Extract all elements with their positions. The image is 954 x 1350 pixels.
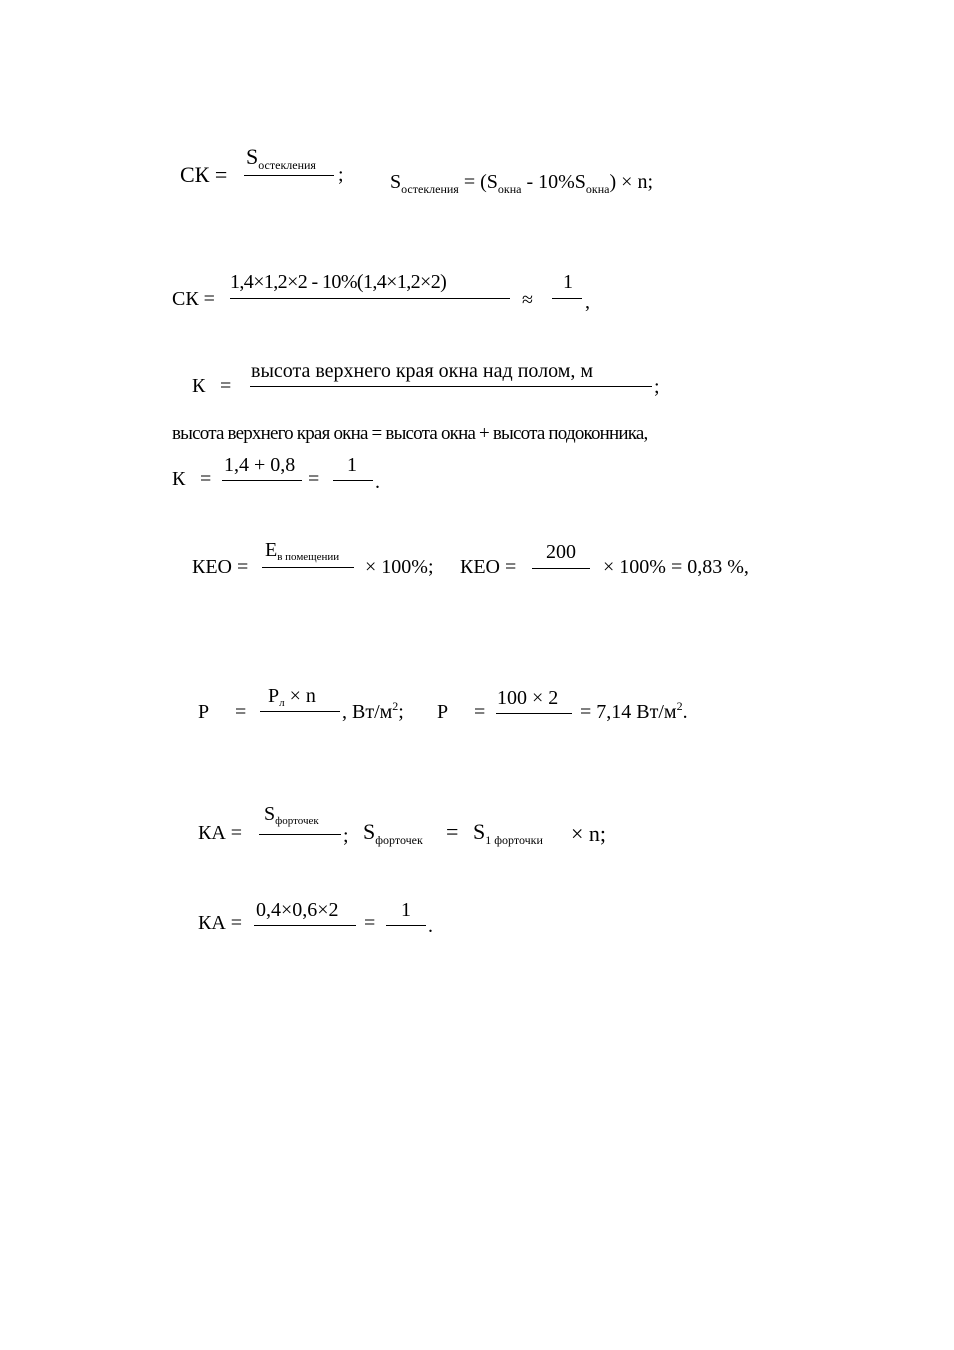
equation-text: $S_{форточек}$ — [363, 819, 423, 847]
formula-lhs-2: КЕО = — [460, 556, 517, 578]
equals-sign: = — [220, 375, 232, 397]
fraction-numerator-2: 100 × 2 — [497, 687, 559, 709]
fraction-bar — [496, 713, 572, 714]
fraction-numerator: 1,4 + 0,8 — [224, 454, 296, 476]
formula-lhs: КА = — [198, 912, 243, 934]
fraction-bar — [259, 834, 341, 835]
formula-lhs-2: P — [437, 701, 449, 723]
fraction-bar — [250, 386, 652, 387]
fraction-numerator: высота верхнего края окна над полом, м — [251, 360, 594, 382]
fraction-bar — [230, 298, 510, 299]
formula-lhs: К — [192, 375, 206, 397]
note-line: высота верхнего края окна = высота окна + высота подоконника, — [172, 423, 648, 444]
formula-lhs: P — [198, 701, 210, 723]
equals-sign: = — [446, 819, 459, 844]
fraction-numerator: $S_{остекления}$ — [246, 144, 316, 172]
result-numerator: 1 — [401, 899, 411, 921]
separator: ; — [338, 164, 344, 186]
times-part: × 100%; — [365, 556, 434, 578]
period: . — [375, 471, 380, 493]
equals-sign: = — [200, 468, 212, 490]
fraction-bar — [262, 567, 354, 568]
fraction-numerator: $P_л \times n$ — [268, 685, 316, 709]
fraction-bar — [254, 925, 356, 926]
approx-sign: ≈ — [522, 289, 533, 311]
equals-sign: = — [364, 912, 376, 934]
fraction-numerator: $S_{форточек}$ — [264, 803, 319, 827]
fraction-bar — [532, 568, 590, 569]
result-numerator: 1 — [563, 271, 573, 293]
fraction-numerator: 1,4×1,2×2 - 10%(1,4×1,2×2) — [230, 271, 447, 293]
separator: ; — [654, 376, 660, 398]
formula-lhs: К — [172, 468, 186, 490]
fraction-bar — [333, 480, 373, 481]
fraction-numerator-2: 200 — [546, 541, 576, 563]
result-numerator: 1 — [347, 454, 357, 476]
result: × 100% = 0,83 %, — [603, 556, 749, 578]
equals-sign: = — [308, 468, 320, 490]
fraction-bar — [244, 175, 334, 176]
fraction-bar — [260, 711, 340, 712]
formula-lhs: СК = — [180, 162, 228, 187]
fraction-numerator: 0,4×0,6×2 — [256, 899, 339, 921]
formula-lhs: КЕО = — [192, 556, 249, 578]
equation-text: $S_{остекления} = (S_{окна} - 10\%S_{окна}) \times n$; — [390, 171, 653, 196]
units: , $Вт/м^2$; — [342, 699, 404, 723]
formula-lhs: СК = — [172, 288, 215, 310]
equals-sign-2: = — [474, 701, 486, 723]
period: . — [428, 915, 433, 937]
separator: ; — [343, 825, 349, 847]
formula-lhs: КА = — [198, 822, 243, 844]
equation-rest: × n; — [571, 821, 607, 846]
fraction-bar — [386, 925, 426, 926]
comma: , — [585, 291, 590, 313]
equation-rhs: $S_{1 форточки}$ — [473, 819, 543, 847]
fraction-bar — [552, 298, 582, 299]
result: = 7,14 $Вт/м^2$. — [580, 699, 688, 723]
fraction-bar — [222, 480, 302, 481]
fraction-numerator: $Е_{в помещении}$ — [265, 539, 340, 563]
equals-sign: = — [235, 701, 247, 723]
